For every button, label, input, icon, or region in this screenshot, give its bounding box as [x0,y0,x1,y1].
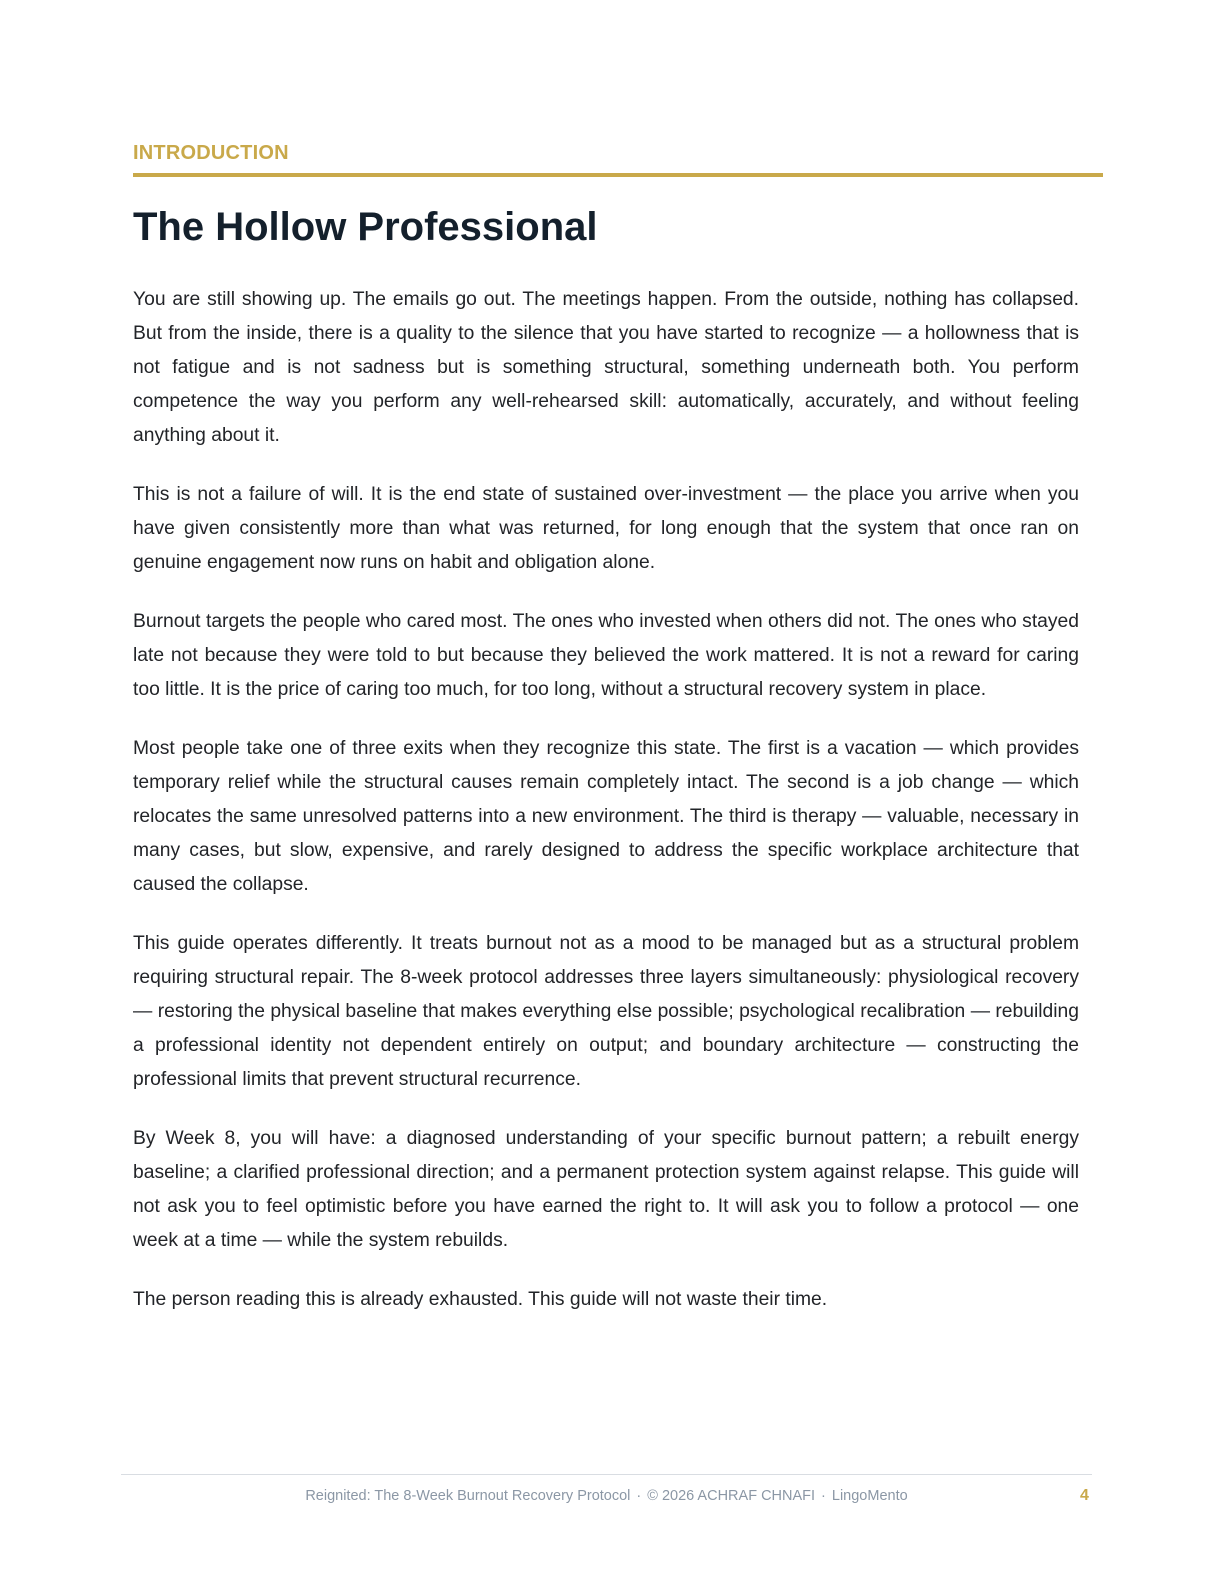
footer-copyright: © 2026 ACHRAF CHNAFI [647,1488,816,1504]
paragraph: This guide operates differently. It treats burnout not as a mood to be managed but as a structural problem requiring structural repair. The 8-week protocol addresses three layers simultaneously: physiological recovery — restoring the physical baseline that makes everything else possible; psychological recalibration — rebuilding a professional identity not dependent entirely on output; and boundary architecture — constructing the professional limits that prevent structural recurrence. [133,933,1079,1090]
page-number: 4 [1080,1487,1089,1504]
body-text [133,283,1079,1342]
footer-separator: · [821,1488,826,1504]
paragraph: By Week 8, you will have: a diagnosed understanding of your specific burnout pattern; a rebuilt energy baseline; a clarified professional direction; and a permanent protection system against relapse. This guide will not ask you to feel optimistic before you have earned the right to. It will ask you to follow a protocol — one week at a time — while the system rebuilds. [133,1128,1079,1251]
paragraph: You are still showing up. The emails go out. The meetings happen. From the outside, nothing has collapsed. But from the inside, there is a quality to the silence that you have started to recognize — a hollowness that is not fatigue and is not sadness but is something structural, something underneath both. You perform competence the way you perform any well-rehearsed skill: automatically, accurately, and without feeling anything about it. [133,289,1079,446]
footer-brand: LingoMento [831,1488,908,1504]
footer-book-title: Reignited: The 8-Week Burnout Recovery Protocol [305,1488,631,1504]
page-title: The Hollow Professional [133,205,598,249]
footer-divider [121,1474,1092,1475]
paragraph: Burnout targets the people who cared most. The ones who invested when others did not. The ones who stayed late not because they were told to but because they believed the work mattered. It is not a reward for caring too little. It is the price of caring too much, for too long, without a structural recovery system in place. [133,611,1079,700]
paragraph: The person reading this is already exhausted. This guide will not waste their time. [133,1289,828,1310]
paragraph: This is not a failure of will. It is the end state of sustained over-investment — the place you arrive when you have given consistently more than what was returned, for long enough that the system that once ran on genuine engagement now runs on habit and obligation alone. [133,484,1079,573]
footer [121,1488,1092,1504]
section-divider [133,173,1103,177]
footer-separator: · [636,1488,642,1504]
section-label: INTRODUCTION [133,142,289,164]
paragraph: Most people take one of three exits when they recognize this state. The first is a vacation — which provides temporary relief while the structural causes remain completely intact. The second is a job change — which relocates the same unresolved patterns into a new environment. The third is therapy — valuable, necessary in many cases, but slow, expensive, and rarely designed to address the specific workplace architecture that caused the collapse. [133,738,1079,895]
